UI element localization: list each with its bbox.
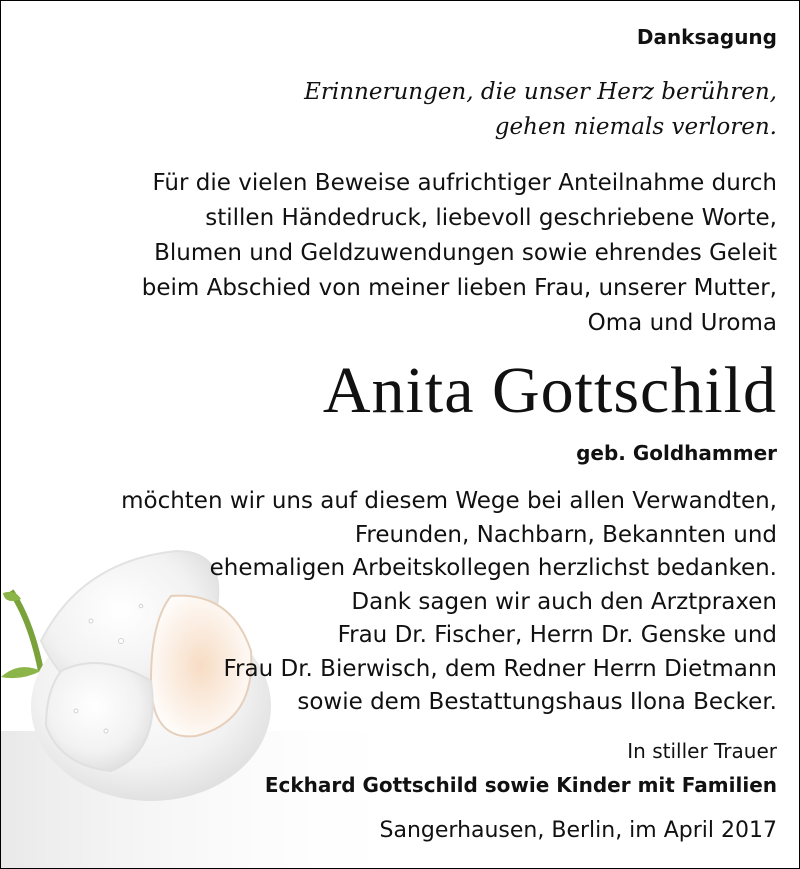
acknowledgement-line: sowie dem Bestattungshaus Ilona Becker. [297,689,777,715]
acknowledgement-line: Frau Dr. Bierwisch, dem Redner Herrn Dietmann [223,655,777,682]
motto-line: Erinnerungen, die unser Herz berühren, [304,79,777,105]
thanks-paragraph [142,166,777,341]
acknowledgement-paragraph [121,485,777,720]
acknowledgement-line: Freunden, Nachbarn, Bekannten und [354,521,777,548]
acknowledgement-line: Dank sagen wir auch den Arztpraxen [351,588,777,615]
acknowledgement-line: ehemaligen Arbeitskollegen herzlichst bedanken. [209,555,777,581]
thanks-line: stillen Händedruck, liebevoll geschriebene Worte, [205,205,777,231]
motto-line: gehen niemals verloren. [494,114,777,140]
acknowledgement-line: möchten wir uns auf diesem Wege bei allen Verwandten, [121,488,777,514]
mourning-phrase: In stiller Trauer [627,739,777,763]
deceased-name: Anita Gottschild [322,354,777,427]
mourning-block [265,734,777,802]
maiden-name: geb. Goldhammer [576,441,777,465]
thanks-line: Für die vielen Beweise aufrichtiger Anteilnahme durch [152,170,777,196]
thanks-line: Blumen und Geldzuwendungen sowie ehrendes Geleit [154,240,777,266]
thanks-line: beim Abschied von meiner lieben Frau, unserer Mutter, [141,275,777,301]
mourning-signers: Eckhard Gottschild sowie Kinder mit Familien [264,773,777,797]
thanks-line: Oma und Uroma [587,310,777,336]
place-and-date: Sangerhausen, Berlin, im April 2017 [379,818,777,843]
motto-quote [304,75,777,145]
acknowledgement-line: Frau Dr. Fischer, Herrn Dr. Genske und [337,622,777,648]
notice-heading: Danksagung [636,25,777,49]
